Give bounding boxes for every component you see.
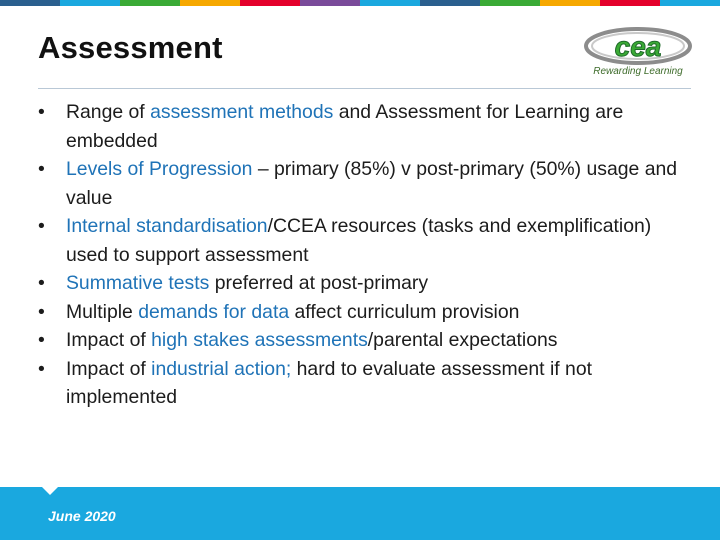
- bullet-text: affect curriculum provision: [289, 300, 520, 323]
- title-divider: [38, 88, 691, 89]
- bullet-highlight-text: industrial action;: [151, 357, 292, 380]
- top-bar-segment: [300, 0, 360, 6]
- top-bar-segment: [660, 0, 720, 6]
- slide-title: Assessment: [38, 30, 223, 65]
- bullet-dot-icon: •: [38, 215, 45, 237]
- bullet-highlight-text: high stakes assessments: [151, 329, 368, 351]
- bullet-text: /parental expectations: [367, 329, 558, 351]
- top-bar-segment: [420, 0, 480, 6]
- bullet-dot-icon: •: [38, 329, 45, 351]
- top-bar-segment: [540, 0, 600, 6]
- bullet-text: Range of: [66, 101, 151, 123]
- bullet-dot-icon: •: [38, 158, 45, 180]
- bullet-highlight-text: Internal standardisation: [66, 215, 268, 237]
- top-color-bar: [0, 0, 720, 6]
- top-bar-segment: [60, 0, 120, 6]
- bullet-dot-icon: •: [38, 101, 45, 123]
- bullet-dot-icon: •: [38, 272, 45, 294]
- top-bar-segment: [480, 0, 540, 6]
- bullet-text: preferred at post-primary: [209, 272, 429, 294]
- bullet-item: [38, 355, 698, 412]
- bullet-text: Impact of: [66, 329, 152, 351]
- bullet-dot-icon: •: [38, 357, 45, 380]
- top-bar-segment: [600, 0, 660, 6]
- top-bar-segment: [240, 0, 300, 6]
- bullet-highlight-text: assessment methods: [150, 101, 334, 123]
- svg-text:cea: cea: [614, 31, 662, 62]
- bullet-dot-icon: •: [38, 300, 45, 323]
- bullet-text: hard to evaluate assessment if not implemented: [66, 357, 592, 408]
- footer-date: June 2020: [48, 508, 116, 524]
- bullet-item: [38, 212, 698, 269]
- top-bar-segment: [360, 0, 420, 6]
- bullet-list: [38, 98, 698, 412]
- bullet-item: [38, 98, 698, 155]
- top-bar-segment: [180, 0, 240, 6]
- bullet-text: /CCEA resources (tasks and exemplification) used to support assessment: [66, 215, 652, 266]
- bullet-item: [38, 326, 698, 355]
- bullet-item: [38, 269, 698, 298]
- top-bar-segment: [120, 0, 180, 6]
- bullet-text: – primary (85%) v post-primary (50%) usage and value: [66, 158, 678, 209]
- logo-tagline: Rewarding Learning: [593, 66, 683, 77]
- bullet-highlight-text: Summative tests: [66, 272, 210, 294]
- bullet-text: Multiple: [66, 300, 139, 323]
- bullet-text: and Assessment for Learning are embedded: [66, 101, 624, 152]
- bullet-text: Impact of: [66, 357, 152, 380]
- bullet-item: [38, 155, 698, 212]
- top-bar-segment: [0, 0, 60, 6]
- bullet-highlight-text: Levels of Progression: [66, 158, 253, 180]
- bullet-item: [38, 298, 698, 327]
- footer-notch: [38, 483, 62, 495]
- bullet-highlight-text: demands for data: [138, 300, 290, 323]
